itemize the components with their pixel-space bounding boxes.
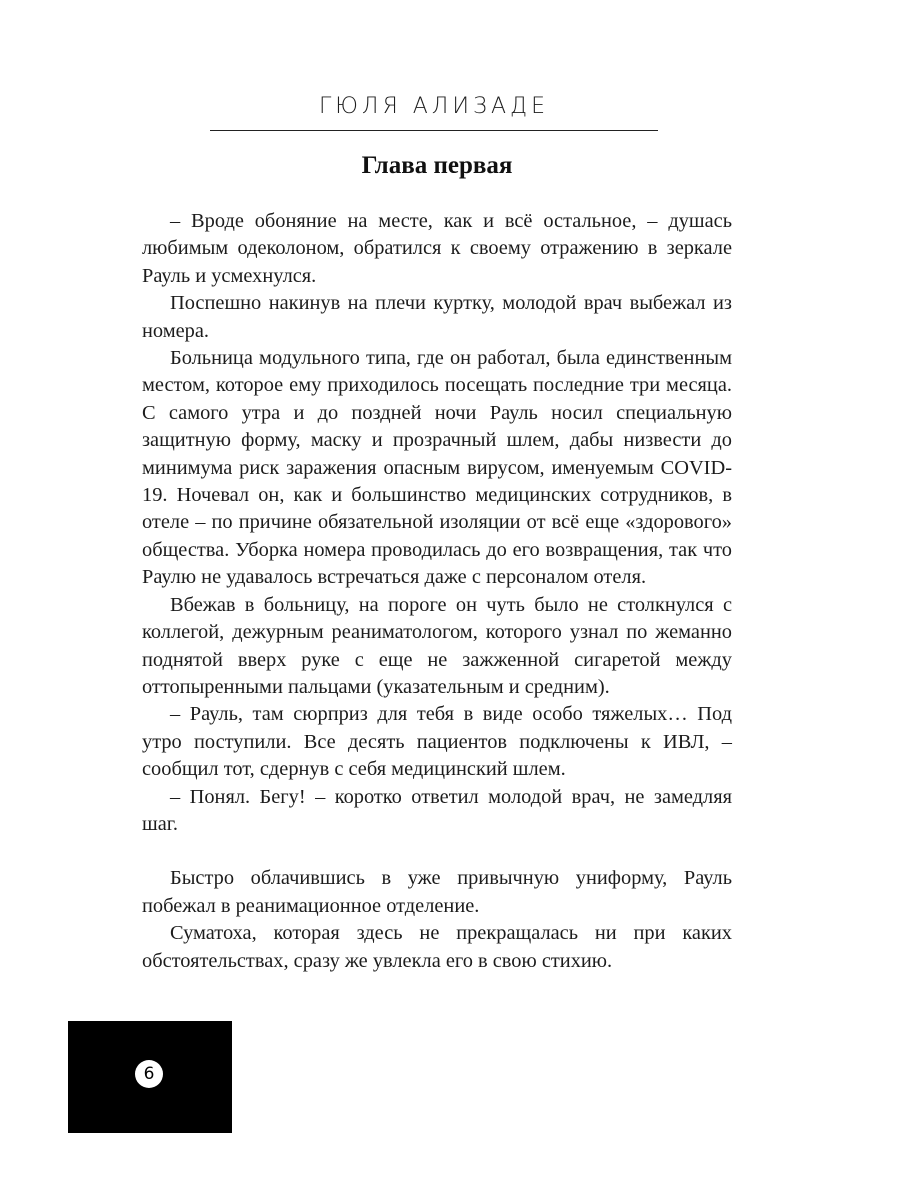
paragraph: Быстро облачившись в уже привычную униформу, Рауль побежал в реанимационное отделение. [142, 867, 732, 917]
chapter-title: Глава первая [361, 152, 513, 179]
page-number: 6 [135, 1060, 163, 1088]
paragraph: – Вроде обоняние на месте, как и всё остальное, – душась любимым одеколоном, обратился к своему отражению в зеркале Рауль и усмехнулся. [142, 210, 732, 287]
header-divider [210, 130, 658, 131]
paragraph: Больница модульного типа, где он работал, была единственным местом, которое ему приходилось посещать последние три месяца. С самого утра и до поздней ночи Рауль носил специальную защитную форму, маску и прозрачный шлем, дабы низвести до минимума риск заражения опасным вирусом, именуемым COVID-19. Ночевал он, как и большинство медицинских сотрудников, в отеле – по причине обязательной изоляции от всё еще «здорового» общества. Уборка номера проводилась до его возвращения, так что Раулю не удавалось встречаться даже с персоналом отеля. [142, 347, 732, 589]
paragraph: Вбежав в больницу, на пороге он чуть было не столкнулся с коллегой, дежурным реаниматологом, которого узнал по жеманно поднятой вверх руке с еще не зажженной сигаретой между оттопыренными пальцами (указательным и средним). [142, 593, 732, 698]
paragraph: Поспешно накинув на плечи куртку, молодой врач выбежал из номера. [142, 292, 732, 342]
paragraph: Суматоха, которая здесь не прекращалась ни при каких обстоятельствах, сразу же увлекла его в свою стихию. [142, 922, 732, 972]
paragraph: – Рауль, там сюрприз для тебя в виде особо тяжелых… Под утро поступили. Все десять пациентов подключены к ИВЛ, – сообщил тот, сдернув с себя медицинский шлем. [142, 703, 732, 781]
running-head-author: ГЮЛЯ АЛИЗАДЕ [319, 94, 549, 119]
body-text [142, 208, 732, 975]
paragraph: – Понял. Бегу! – коротко ответил молодой врач, не замедляя шаг. [142, 785, 732, 835]
